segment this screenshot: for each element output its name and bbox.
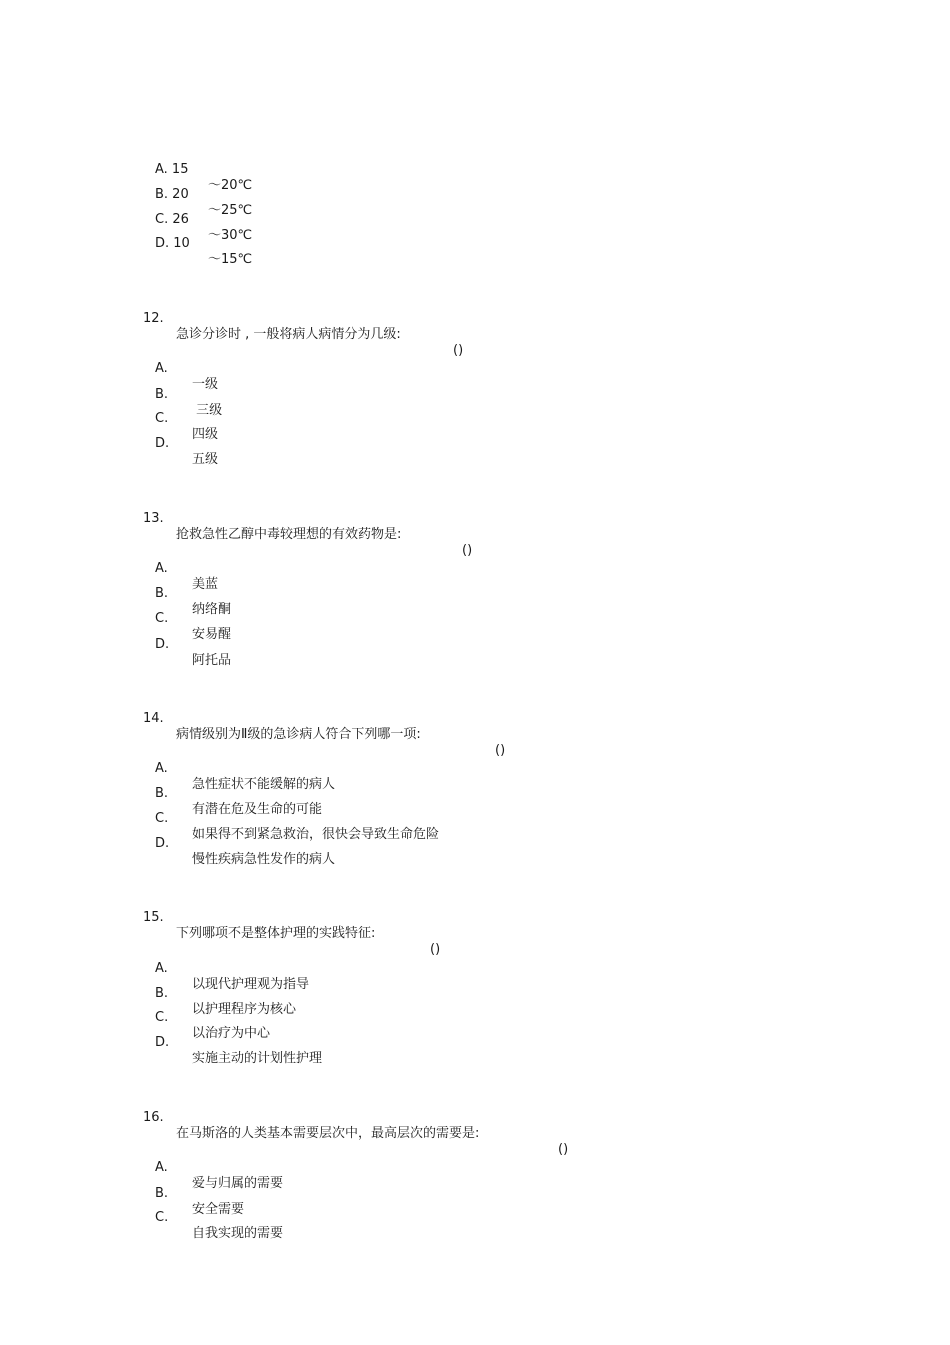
option-letter: B.: [155, 986, 169, 1001]
answer-blank: (): [558, 1142, 569, 1157]
option-letter: C.: [155, 1010, 169, 1025]
answer-blank: (): [462, 543, 473, 558]
q11-option-d-range: ～15℃: [208, 252, 253, 267]
option-text: 四级: [192, 427, 219, 442]
q11-option-d-label: D. 10: [155, 236, 190, 251]
option-letter: B.: [155, 1186, 169, 1201]
option-text: 如果得不到紧急救治，很快会导致生命危险: [192, 827, 440, 842]
question-text: 在马斯洛的人类基本需要层次中，最高层次的需要是:: [176, 1126, 480, 1141]
option-letter: B.: [155, 586, 169, 601]
option-letter: B.: [155, 387, 169, 402]
q11-option-a-range: ～20℃: [208, 178, 253, 193]
answer-blank: (): [430, 942, 441, 957]
question-number: 12.: [143, 311, 164, 326]
option-letter: A.: [155, 361, 168, 376]
q11-option-a-label: A. 15: [155, 162, 189, 177]
question-text: 下列哪项不是整体护理的实践特征:: [176, 926, 376, 941]
option-letter: A.: [155, 1160, 168, 1175]
option-letter: C.: [155, 411, 169, 426]
option-letter: D.: [155, 637, 170, 652]
option-text: 纳络酮: [192, 602, 232, 617]
option-text: 三级: [192, 403, 223, 418]
question-number: 14.: [143, 711, 164, 726]
option-text: 以治疗为中心: [192, 1026, 271, 1041]
option-letter: A.: [155, 561, 168, 576]
option-text: 美蓝: [192, 577, 219, 592]
option-text: 自我实现的需要: [192, 1226, 284, 1241]
option-text: 五级: [192, 452, 219, 467]
question-number: 13.: [143, 511, 164, 526]
option-letter: B.: [155, 786, 169, 801]
option-text: 以护理程序为核心: [192, 1002, 297, 1017]
option-letter: A.: [155, 961, 168, 976]
option-text: 慢性疾病急性发作的病人: [192, 852, 336, 867]
question-text: 急诊分诊时 , 一般将病人病情分为几级:: [176, 327, 401, 342]
option-letter: D.: [155, 436, 170, 451]
answer-blank: (): [453, 343, 464, 358]
q11-option-c-label: C. 26: [155, 212, 189, 227]
option-text: 以现代护理观为指导: [192, 977, 310, 992]
option-text: 有潜在危及生命的可能: [192, 802, 323, 817]
question-number: 15.: [143, 910, 164, 925]
q11-option-b-label: B. 20: [155, 187, 189, 202]
question-number: 16.: [143, 1110, 164, 1125]
option-letter: D.: [155, 1035, 170, 1050]
q11-option-b-range: ～25℃: [208, 203, 253, 218]
option-text: 阿托品: [192, 653, 232, 668]
option-letter: D.: [155, 836, 170, 851]
option-text: 安全需要: [192, 1202, 245, 1217]
option-text: 实施主动的计划性护理: [192, 1051, 323, 1066]
q11-option-c-range: ～30℃: [208, 228, 253, 243]
option-letter: A.: [155, 761, 168, 776]
question-text: 病情级别为Ⅱ级的急诊病人符合下列哪一项:: [176, 727, 421, 742]
option-text: 急性症状不能缓解的病人: [192, 777, 336, 792]
option-letter: C.: [155, 1210, 169, 1225]
option-text: 安易醒: [192, 627, 232, 642]
option-letter: C.: [155, 611, 169, 626]
option-text: 一级: [192, 377, 219, 392]
option-letter: C.: [155, 811, 169, 826]
answer-blank: (): [495, 743, 506, 758]
option-text: 爱与归属的需要: [192, 1176, 284, 1191]
question-text: 抢救急性乙醇中毒较理想的有效药物是:: [176, 527, 402, 542]
